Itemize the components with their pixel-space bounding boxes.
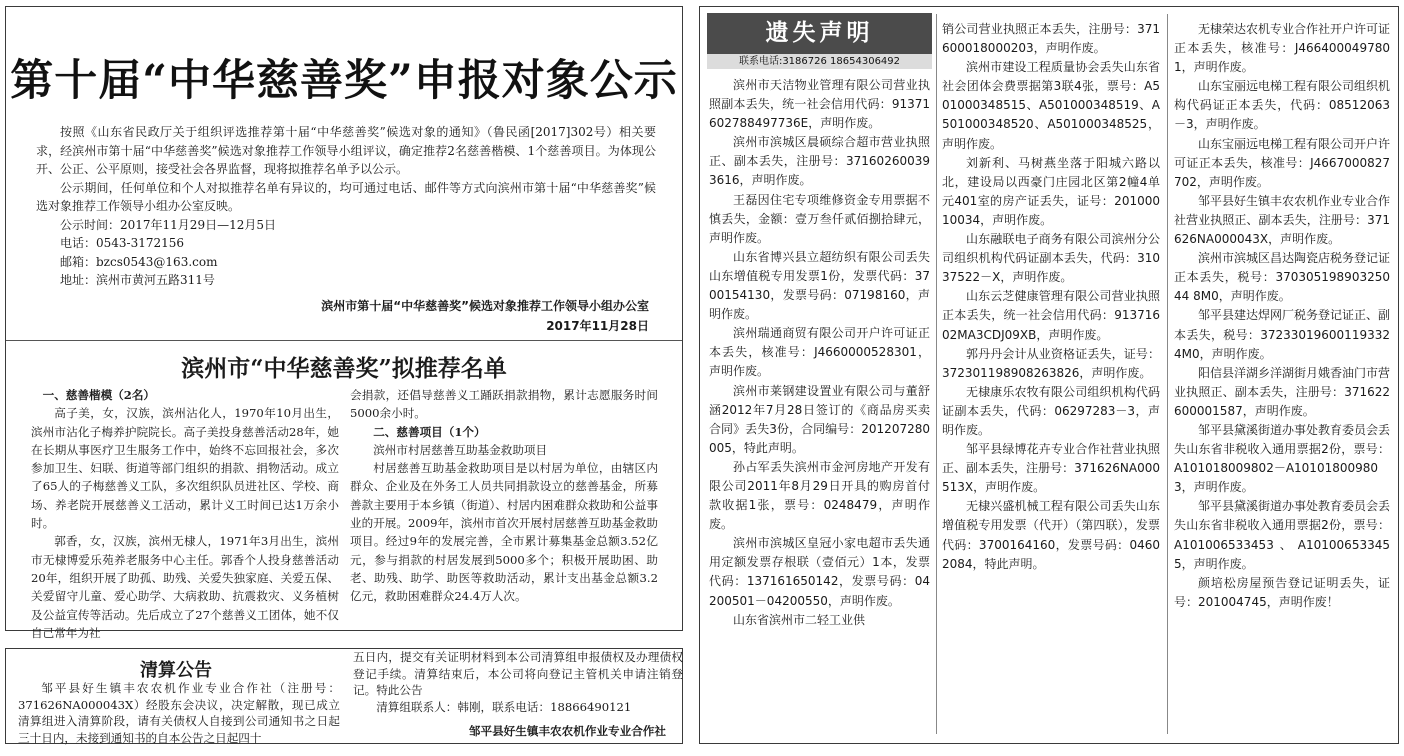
lost-notice-item: 颜培松房屋预告登记证明丢失，证号：201004745，声明作废！ bbox=[1174, 575, 1390, 609]
lost-notices-column-3 bbox=[1174, 20, 1390, 612]
announcement-signature-date: 2017年11月28日 bbox=[546, 319, 649, 333]
section-heading: 二、慈善项目（1个） bbox=[373, 424, 486, 439]
person-paragraph: 高子美，女，汉族，滨州沾化人，1970年10月出生，滨州市沾化子梅养护院院长。高子美投身慈善活动28年，她在长期从事医疗卫生服务工作中，始终不忘回报社会，多次参加卫生、妇联、街道等部门组织的捐款、捐物活动。成立了65人的子梅慈善义工队，多次组织队员进社区、学校、商场、养老院开展慈善义工活动，累计义工时间已达1万余小时。 bbox=[31, 406, 339, 531]
contact-email: 邮箱：bzcs0543@163.com bbox=[60, 254, 218, 269]
charity-award-panel bbox=[5, 6, 683, 640]
announcement-signature-org: 滨州市第十届“中华慈善奖”候选对象推荐工作领导小组办公室 bbox=[321, 299, 649, 313]
lost-notice-item: 滨州瑞通商贸有限公司开户许可证正本丢失，核准号：J4660000528301，声明作废。 bbox=[709, 326, 930, 379]
lost-notice-item: 阳信县洋湖乡洋湖街月娥香油门市营业执照正、副本丢失，注册号：371622600001587，声明作废。 bbox=[1174, 365, 1391, 418]
lost-notice-item: 王磊因住宅专项维修资金专用票据不慎丢失，金额：壹万叁仟贰佰捌拾肆元，声明作废。 bbox=[709, 192, 930, 245]
recommendation-title: 滨州市“中华慈善奖”拟推荐名单 bbox=[181, 355, 507, 382]
publicity-time: 公示时间：2017年11月29日—12月5日 bbox=[60, 217, 276, 232]
lost-notice-item: 滨州市滨城区晨硕综合超市营业执照正、副本丢失，注册号：371602600393616，声明作废。 bbox=[709, 135, 930, 188]
liquidation-contact: 清算组联系人：韩刚，联系电话：18866490121 bbox=[376, 700, 632, 715]
liquidation-body-left bbox=[18, 680, 340, 747]
liquidation-title: 清算公告 bbox=[140, 660, 212, 681]
lost-notice-item: 无棣荣达农机专业合作社开户许可证正本丢失，核准号：J4664000497801，声明作废。 bbox=[1174, 22, 1391, 75]
contact-address: 地址：滨州市黄河五路311号 bbox=[60, 273, 215, 287]
column-divider bbox=[936, 14, 937, 734]
liquidation-paragraph-continued: 五日内，提交有关证明材料到本公司清算组申报债权及办理债权登记手续。清算结束后，本公司将向登记主管机关申请注销登记。特此公告 bbox=[353, 650, 683, 698]
lost-notice-item: 山东云芝健康管理有限公司营业执照正本丢失，统一社会信用代码：91371602MA3CDJ09XB，声明作废。 bbox=[942, 289, 1160, 342]
project-name: 滨州市村居慈善互助基金救助项目 bbox=[373, 442, 548, 457]
person-paragraph: 郭香，女，汉族，滨州无棣人，1971年3月出生，滨州市无棣博爱乐苑养老服务中心主任。郭香个人投身慈善活动20年，组织开展了助孤、助残、关爱失独家庭、关爱五保、关爱留守儿童、爱心助学、大病救助、抗震救灾、义务植树及公益宣传等活动。先后成立了27个慈善义工团体，她不仅自己常年为社 bbox=[31, 534, 339, 640]
announcement-intro bbox=[36, 123, 656, 290]
lost-notices-title: 遗失声明 bbox=[707, 13, 932, 54]
lost-notice-item: 邹平县绿博花卉专业合作社营业执照正、副本丢失，注册号：371626NA000513X，声明作废。 bbox=[942, 442, 1160, 495]
lost-notice-item: 山东省滨州市二轻工业供 bbox=[733, 612, 866, 627]
lost-notice-item: 郭丹丹会计从业资格证丢失，证号：372301198908263826，声明作废。 bbox=[942, 346, 1160, 380]
lost-notices-column-2 bbox=[942, 20, 1160, 574]
lost-notice-item: 山东宝丽远电梯工程有限公司开户许可证正本丢失，核准号：J4667000827702，声明作废。 bbox=[1174, 136, 1391, 189]
lost-notice-item: 山东融联电子商务有限公司滨州分公司组织机构代码证副本丢失，代码：31037522－X，声明作废。 bbox=[942, 232, 1160, 285]
section-heading: 一、慈善楷模（2名） bbox=[42, 388, 156, 402]
liquidation-body-right bbox=[353, 649, 683, 716]
lost-notice-item: 滨州市莱钢建设置业有限公司与董舒涵2012年7月28日签订的《商品房买卖合同》丢失3份，合同编号：201207280005，特此声明。 bbox=[709, 383, 930, 455]
lost-notice-item: 销公司营业执照正本丢失，注册号：371600018000203，声明作废。 bbox=[942, 22, 1160, 56]
lost-notices-column-1 bbox=[709, 76, 930, 630]
liquidation-panel bbox=[5, 648, 683, 744]
lost-notice-item: 滨州市建设工程质量协会丢失山东省社会团体会费票据第3联4张，票号：A501000348515、A501000348519、A501000348520、A501000348525，声明作废。 bbox=[942, 60, 1160, 151]
lost-notice-item: 邹平县好生镇丰农农机作业专业合作社营业执照正、副本丢失，注册号：371626NA000043X，声明作废。 bbox=[1174, 193, 1391, 247]
contact-phone: 电话：0543-3172156 bbox=[60, 236, 185, 250]
liquidation-paragraph: 邹平县好生镇丰农农机作业专业合作社（注册号：371626NA000043X）经股东会决议，决定解散，现已成立清算组进入清算阶段，请有关债权人自接到公司通知书之日起三十日内，未接到通知书的自本公告之日起四十 bbox=[18, 681, 340, 746]
lost-notice-item: 滨州市滨城区皇冠小家电超市丢失通用定额发票存根联（壹佰元）1本，发票代码：137161650142，发票号码：04200501－04200550，声明作废。 bbox=[709, 536, 930, 608]
lost-notice-item: 邹平县黛溪街道办事处教育委员会丢失山东省非税收入通用票据2份，票号：A101006533453、A101006533455，声明作废。 bbox=[1174, 499, 1391, 571]
section-divider bbox=[6, 340, 682, 341]
lost-notice-item: 无棣康乐农牧有限公司组织机构代码证副本丢失，代码：06297283－3，声明作废。 bbox=[942, 384, 1160, 437]
person-paragraph-continued: 会捐款，还倡导慈善义工踊跃捐款捐物，累计志愿服务时间5000余小时。 bbox=[350, 388, 658, 421]
recommendation-right-column bbox=[350, 386, 658, 606]
announcement-title: 第十届“中华慈善奖”申报对象公示 bbox=[10, 56, 678, 106]
project-description: 村居慈善互助基金救助项目是以村居为单位，由辖区内群众、企业及在外务工人员共同捐款设立的慈善基金，所募善款主要用于本乡镇（街道）、村居内困难群众救助和公益事业的开展。2009年，滨州市首次开展村居慈善互助基金救助项目。经过9年的发展完善，全市累计募集基金总额3.52亿元，参与捐款的村居发展到5000多个；积极开展助困、助老、助残、助学、助医等救助活动，累计支出基金总额3.2亿元，救助困难群众24.4万人次。 bbox=[350, 461, 658, 604]
lost-notice-item: 刘新利、马树燕坐落于阳城六路以北，建设局以西豪门庄园北区第2幢4单元401室的房产证丢失，证号：20100010034，声明作废。 bbox=[942, 155, 1160, 227]
lost-notice-item: 滨州市天洁物业管理有限公司营业执照副本丢失，统一社会信用代码：91371602788497736E，声明作废。 bbox=[709, 78, 930, 131]
intro-paragraph: 按照《山东省民政厅关于组织评选推荐第十届“中华慈善奖”候选对象的通知》（鲁民函[2017]302号）相关要求，经滨州市第十届“中华慈善奖”候选对象推荐工作领导小组评议，确定推荐2名慈善楷模、1个慈善项目。为体现公开、公正、公平原则，接受社会各界监督，现将拟推荐名单予以公示。 bbox=[36, 125, 656, 176]
lost-notice-item: 山东宝丽远电梯工程有限公司组织机构代码证正本丢失，代码：08512063－3，声明作废。 bbox=[1174, 79, 1391, 132]
lost-notice-item: 邹平县建达焊网厂税务登记证正、副本丢失，税号：372330196001193324M0，声明作废。 bbox=[1174, 308, 1391, 361]
column-divider bbox=[1167, 14, 1168, 734]
lost-notice-item: 滨州市滨城区昌达陶瓷店税务登记证正本丢失，税号：37030519890325044 8M0，声明作废。 bbox=[1174, 251, 1391, 304]
liquidation-signature: 邹平县好生镇丰农农机作业专业合作社 bbox=[468, 724, 666, 738]
lost-notice-item: 山东省博兴县立超纺织有限公司丢失山东增值税专用发票1份，发票代码：3700154130，发票号码：07198160，声明作废。 bbox=[709, 249, 930, 322]
intro-paragraph: 公示期间，任何单位和个人对拟推荐名单有异议的，均可通过电话、邮件等方式向滨州市第十届“中华慈善奖”候选对象推荐工作领导小组办公室反映。 bbox=[36, 180, 656, 213]
lost-notice-item: 无棣兴盛机械工程有限公司丢失山东增值税专用发票（代开）（第四联），发票代码：3700164160，发票号码：04602084，特此声明。 bbox=[942, 499, 1160, 571]
lost-notice-item: 孙占军丢失滨州市金河房地产开发有限公司2011年8月29日开具的购房首付款收据1张，票号：0248479，声明作废。 bbox=[709, 459, 930, 532]
lost-notice-item: 邹平县黛溪街道办事处教育委员会丢失山东省非税收入通用票据2份，票号：A101018009802－A101018009803，声明作废。 bbox=[1174, 422, 1391, 495]
lost-notices-phone: 联系电话:3186726 18654306492 bbox=[707, 54, 932, 69]
recommendation-left-column bbox=[31, 386, 339, 642]
